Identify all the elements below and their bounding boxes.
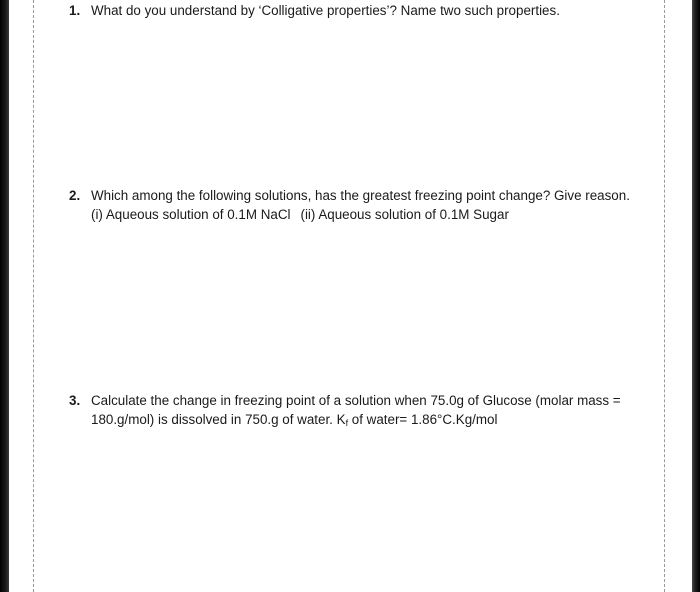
question-2-line [69, 186, 630, 205]
question-3 [69, 391, 621, 433]
question-1 [69, 1, 560, 20]
question-3-line-2 [69, 410, 621, 433]
question-1-line [69, 1, 560, 20]
question-3-text-line-2-suffix: of water= 1.86°C.Kg/mol [348, 412, 498, 427]
right-margin-dashed-line [664, 0, 665, 592]
question-2-option-ii: (ii) Aqueous solution of 0.1M Sugar [300, 207, 509, 222]
page-right-shadow [692, 0, 700, 592]
question-2 [69, 186, 630, 224]
question-3-kf-subscript: f [345, 418, 349, 428]
question-3-line-1 [69, 391, 621, 410]
question-3-text-line-1: Calculate the change in freezing point of a solution when 75.0g of Glucose (molar mass = [91, 393, 621, 408]
question-1-number: 1. [69, 3, 81, 18]
question-2-number: 2. [69, 188, 81, 203]
question-3-text-line-2-prefix: 180.g/mol) is dissolved in 750.g of water. K [91, 412, 346, 427]
question-1-text: What do you understand by ‘Colligative properties’? Name two such properties. [91, 3, 560, 18]
question-3-number: 3. [69, 393, 81, 408]
question-2-option-i: (i) Aqueous solution of 0.1M NaCl [91, 207, 291, 222]
question-2-options [69, 205, 630, 224]
page-left-shadow [0, 0, 9, 592]
question-2-text: Which among the following solutions, has the greatest freezing point change? Give reason. [91, 188, 630, 203]
left-margin-dashed-line [33, 0, 34, 592]
